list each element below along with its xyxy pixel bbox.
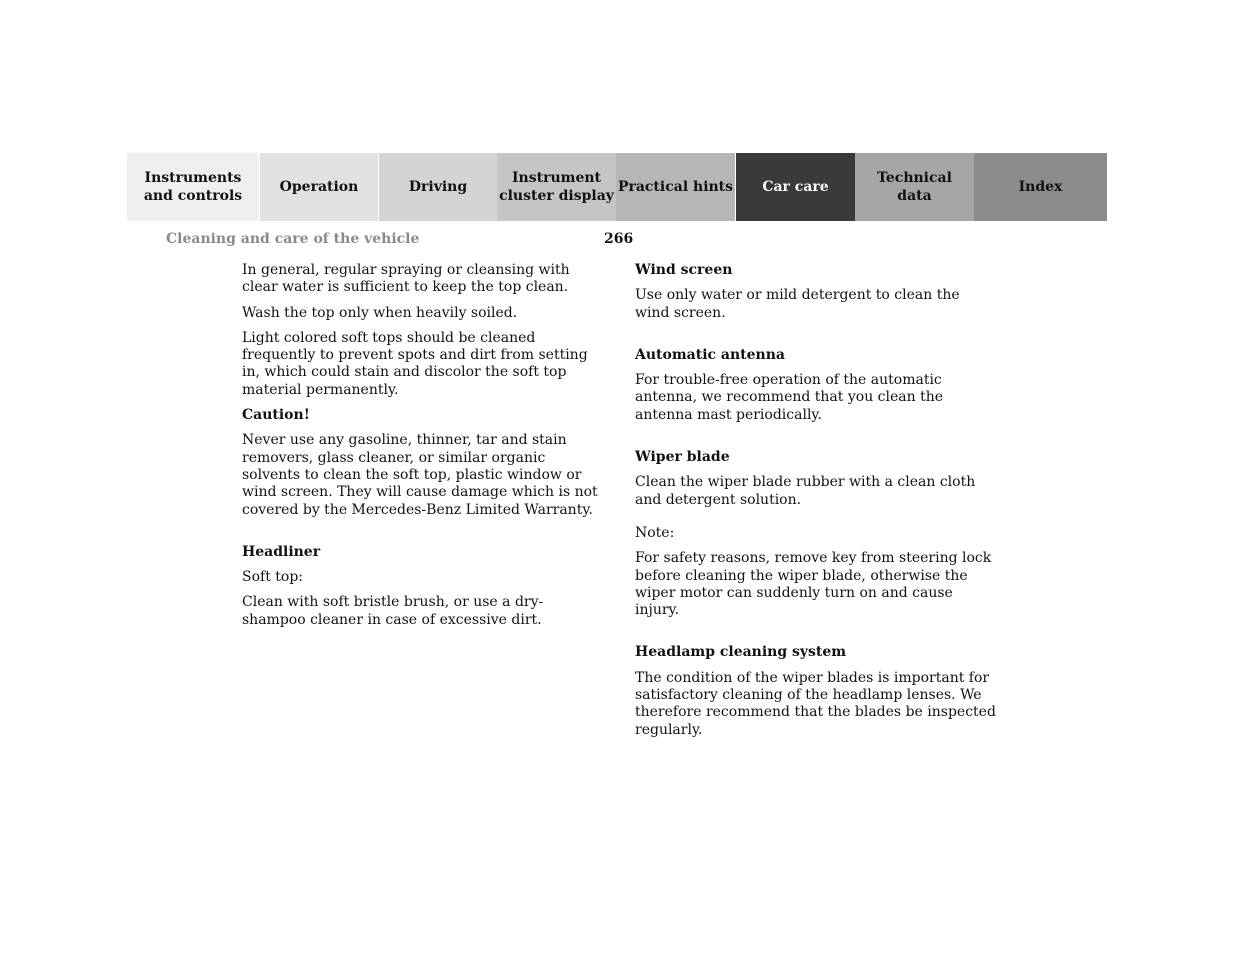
tab-label: Technical data: [877, 170, 952, 204]
tab-label: Index: [1018, 179, 1063, 195]
tab-operation[interactable]: [259, 153, 378, 221]
section-title: Cleaning and care of the vehicle: [166, 231, 420, 247]
paragraph: Wash the top only when heavily soiled.: [242, 304, 518, 321]
tab-label: Instruments and controls: [143, 170, 243, 204]
right-column: [635, 262, 997, 747]
paragraph: Use only water or mild detergent to clean the wind screen.: [635, 287, 960, 321]
note-label: Note:: [635, 524, 675, 541]
tab-index[interactable]: [974, 153, 1107, 221]
windscreen-heading: Wind screen: [635, 262, 733, 278]
tab-label: Driving: [408, 179, 468, 195]
left-column: [242, 262, 604, 637]
paragraph: In general, regular spraying or cleansing with clear water is sufficient to keep the top clean.: [242, 262, 570, 296]
headliner-heading: Headliner: [242, 543, 321, 560]
tab-label: Practical hints: [617, 179, 734, 195]
caution-heading: Caution!: [242, 407, 310, 424]
tab-instrument-cluster-display[interactable]: [497, 153, 616, 221]
tab-label: Operation: [279, 179, 359, 195]
caution-text: Never use any gasoline, thinner, tar and stain removers, glass cleaner, or similar organic solvents to clean the soft top, plastic window or wind screen. They will cause damage which is not covered by the Mercedes-Benz Limited Warranty.: [242, 432, 598, 518]
tab-instruments-and-controls[interactable]: [127, 153, 259, 221]
paragraph: The condition of the wiper blades is important for satisfactory cleaning of the headlamp lenses. We therefore recommend that the blades be inspected regularly.: [635, 669, 996, 738]
tab-car-care[interactable]: [735, 153, 855, 221]
paragraph: Clean the wiper blade rubber with a clean cloth and detergent solution.: [635, 474, 976, 508]
paragraph: Light colored soft tops should be cleaned frequently to prevent spots and dirt from setting in, which could stain and discolor the soft top material permanently.: [242, 329, 588, 398]
paragraph: Soft top:: [242, 569, 304, 586]
wiper-heading: Wiper blade: [635, 449, 730, 466]
tab-driving[interactable]: [378, 153, 497, 221]
tab-technical-data[interactable]: [855, 153, 974, 221]
chapter-navigation: [127, 153, 1107, 221]
tab-practical-hints[interactable]: [616, 153, 735, 221]
tab-label: Instrument cluster display: [499, 170, 614, 204]
antenna-heading: Automatic antenna: [635, 346, 785, 363]
tab-label: Car care: [762, 179, 829, 195]
note-text: For safety reasons, remove key from steering lock before cleaning the wiper blade, otherwise the wiper motor can suddenly turn on and cause injury.: [635, 550, 992, 619]
page-number: 266: [604, 231, 634, 247]
headlamp-heading: Headlamp cleaning system: [635, 644, 847, 661]
paragraph: For trouble-free operation of the automatic antenna, we recommend that you clean the antenna mast periodically.: [635, 372, 943, 423]
paragraph: Clean with soft bristle brush, or use a dry-shampoo cleaner in case of excessive dirt.: [242, 594, 544, 628]
